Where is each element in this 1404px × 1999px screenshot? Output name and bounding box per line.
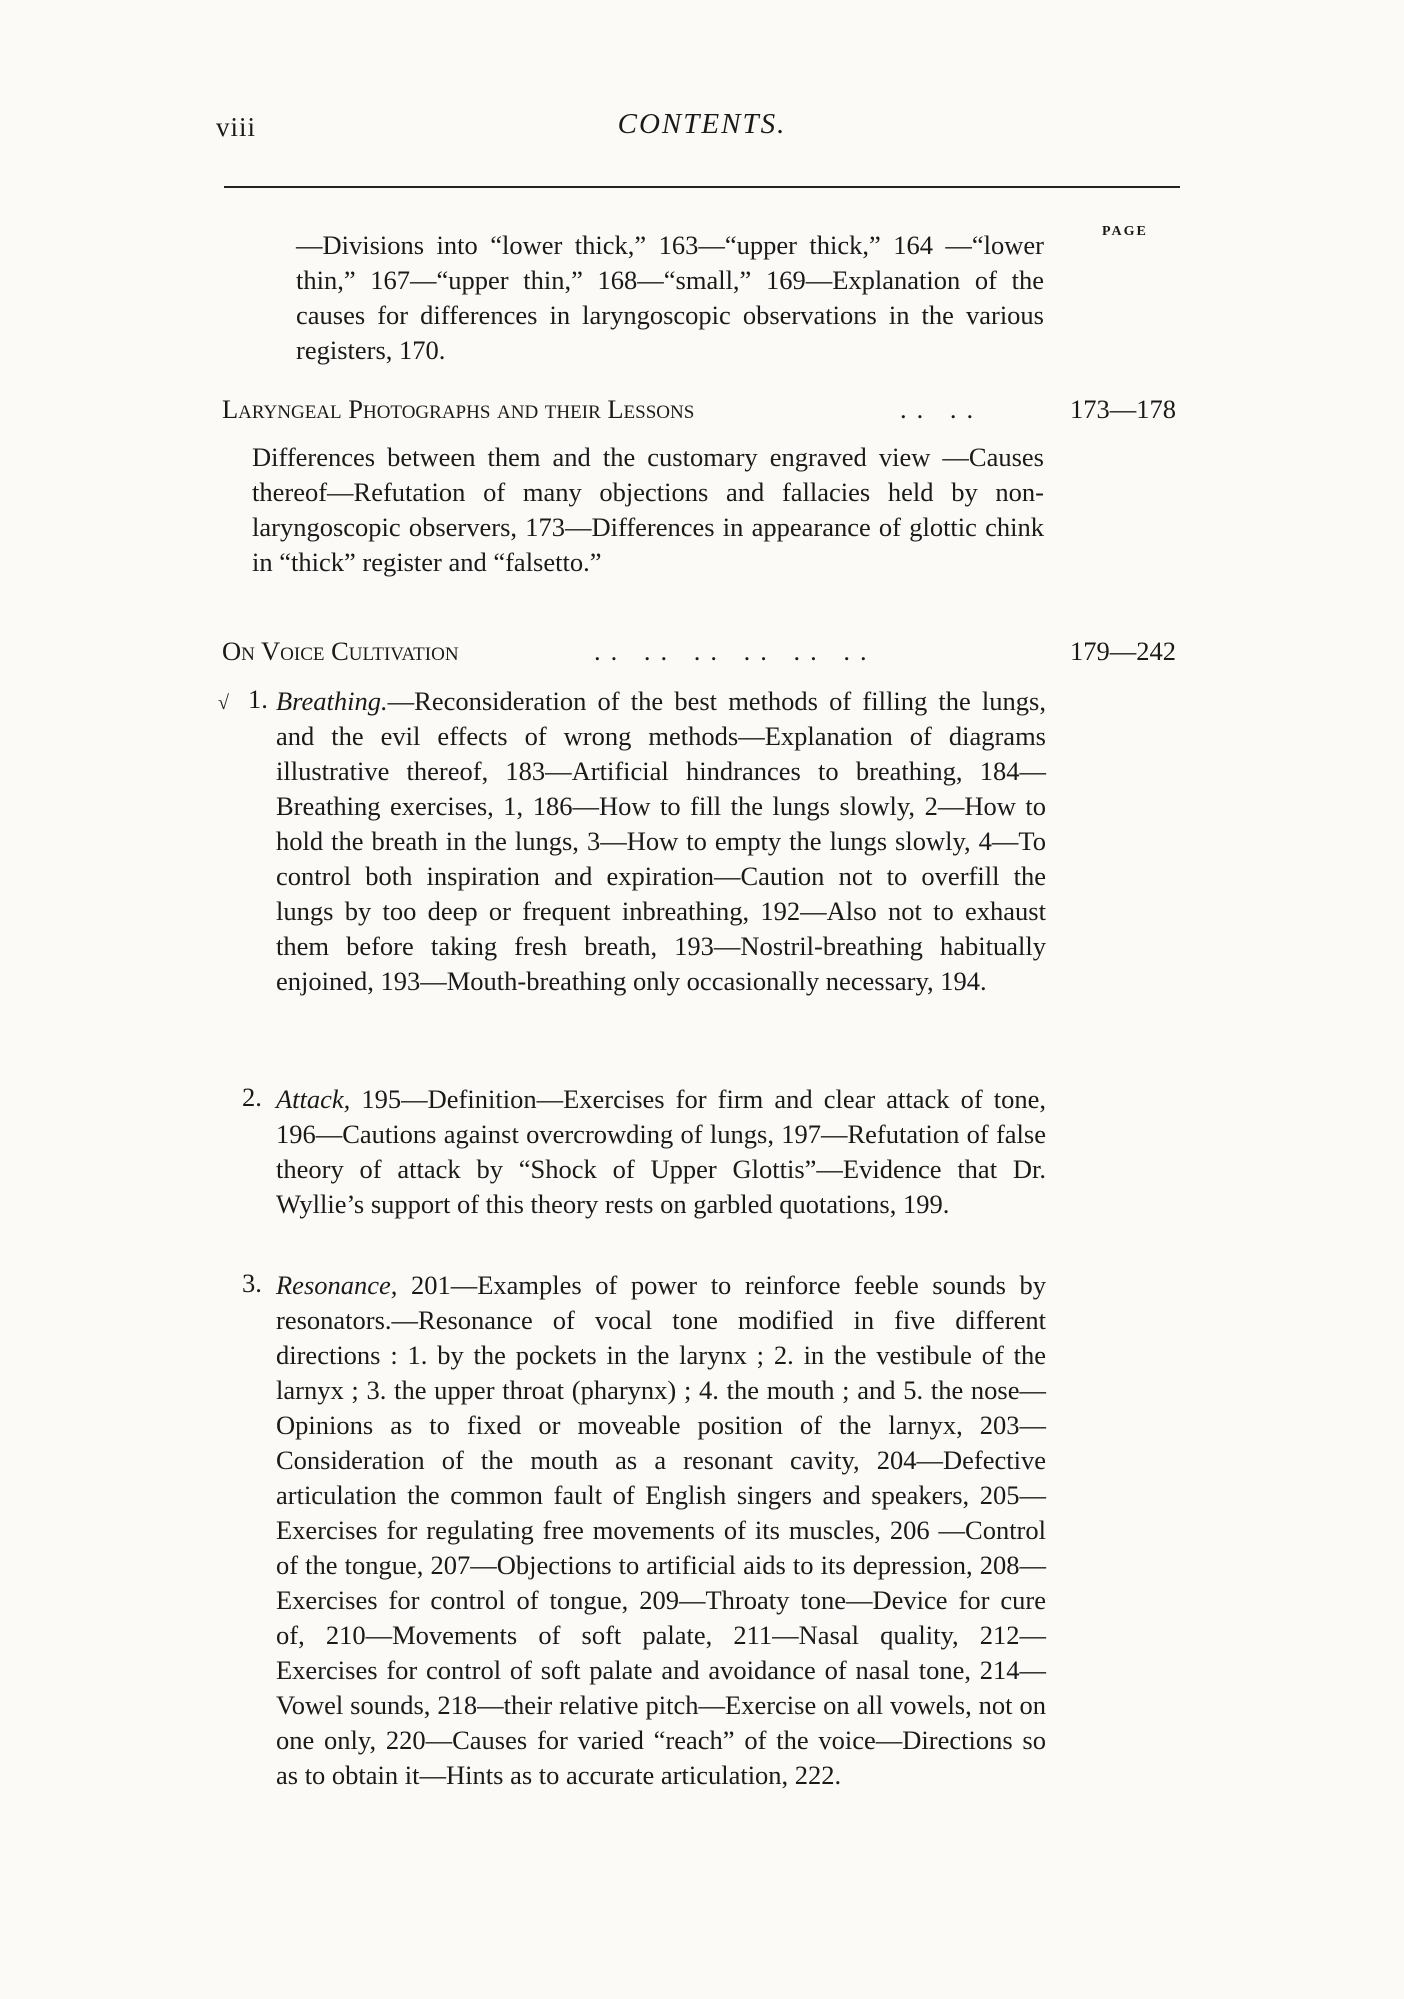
entry-summary: Differences between them and the customary engraved view —Causes thereof—Refutation of many objections and fallacies held by non-laryngoscopic observers, 173—Differences in appearance of glottic chink in “thick” register and “falsetto.” xyxy=(252,442,1044,577)
section-heading: Breathing. xyxy=(276,686,388,716)
section-number: 3. xyxy=(242,1268,262,1298)
continued-summary: —Divisions into “lower thick,” 163—“upper thick,” 164 —“lower thin,” 167—“upper thin,” 168—“small,” 169—Explanation of the causes for differences in laryngoscopic observations in the various registers, 170. xyxy=(296,230,1044,365)
entry-pages: 179—242 xyxy=(1070,636,1176,666)
section-text: 201—Examples of power to reinforce feeble sounds by resonators.—Resonance of vocal tone modified in five different directions : 1. by the pockets in the larynx ; 2. in the vestibule of the larnyx ; 3. the upper throat (pharynx) ; 4. the mouth ; and 5. the nose—Opinions as to fixed or moveable position of the larnyx, 203—Consideration of the mouth as a resonant cavity, 204—Defective articulation the common fault of English singers and speakers, 205—Exercises for regulating free movements of its muscles, 206 —Control of the tongue, 207—Objections to artificial aids to its depression, 208—Exercises for control of tongue, 209—Throaty tone—Device for cure of, 210—Movements of soft palate, 211—Nasal quality, 212—Exercises for control of soft palate and avoidance of nasal tone, 214—Vowel sounds, 218—their relative pitch—Exercise on all vowels, not on one only, 220—Causes for varied “reach” of the voice—Directions so as to obtain it—Hints as to accurate articulation, 222. xyxy=(276,1270,1046,1790)
header-rule xyxy=(224,186,1180,188)
leader-dots: .. .. xyxy=(900,394,984,424)
section-number: 2. xyxy=(242,1082,262,1112)
section-text: 195—Definition—Exercises for firm and clear attack of tone, 196—Cautions against overcrowding of lungs, 197—Refutation of false theory of attack by “Shock of Upper Glottis”—Evidence that Dr. Wyllie’s support of this theory rests on garbled quotations, 199. xyxy=(276,1084,1046,1219)
section-number: 1. xyxy=(248,684,268,714)
entry-title: Laryngeal Photographs and their Lessons xyxy=(222,394,695,424)
entry-voice-cultivation xyxy=(222,636,1192,676)
section-attack xyxy=(276,1082,1046,1222)
section-resonance xyxy=(276,1268,1046,1793)
section-text: —Reconsideration of the best methods of filling the lungs, and the evil effects of wrong methods—Explanation of diagrams illustrative thereof, 183—Artificial hindrances to breathing, 184—Breathing exercises, 1, 186—How to fill the lungs slowly, 2—How to hold the breath in the lungs, 3—How to empty the lungs slowly, 4—To control both inspiration and expiration—Caution not to overfill the lungs by too deep or frequent inbreathing, 192—Also not to exhaust them before taking fresh breath, 193—Nostril-breathing habitually enjoined, 193—Mouth-breathing only occasionally necessary, 194. xyxy=(276,686,1046,996)
section-heading: Attack, xyxy=(276,1084,351,1114)
margin-checkmark-icon: √ xyxy=(218,692,229,714)
section-breathing xyxy=(276,684,1046,999)
running-title: CONTENTS. xyxy=(617,108,787,140)
entry-pages: 173—178 xyxy=(1070,394,1176,424)
page-column-label: PAGE xyxy=(1102,224,1148,239)
section-heading: Resonance, xyxy=(276,1270,398,1300)
entry-laryngeal-photographs xyxy=(222,394,1192,434)
page-folio: viii xyxy=(216,112,257,142)
entry-title: On Voice Cultivation xyxy=(222,636,459,666)
leader-dots: .. .. .. .. .. .. xyxy=(594,636,877,666)
